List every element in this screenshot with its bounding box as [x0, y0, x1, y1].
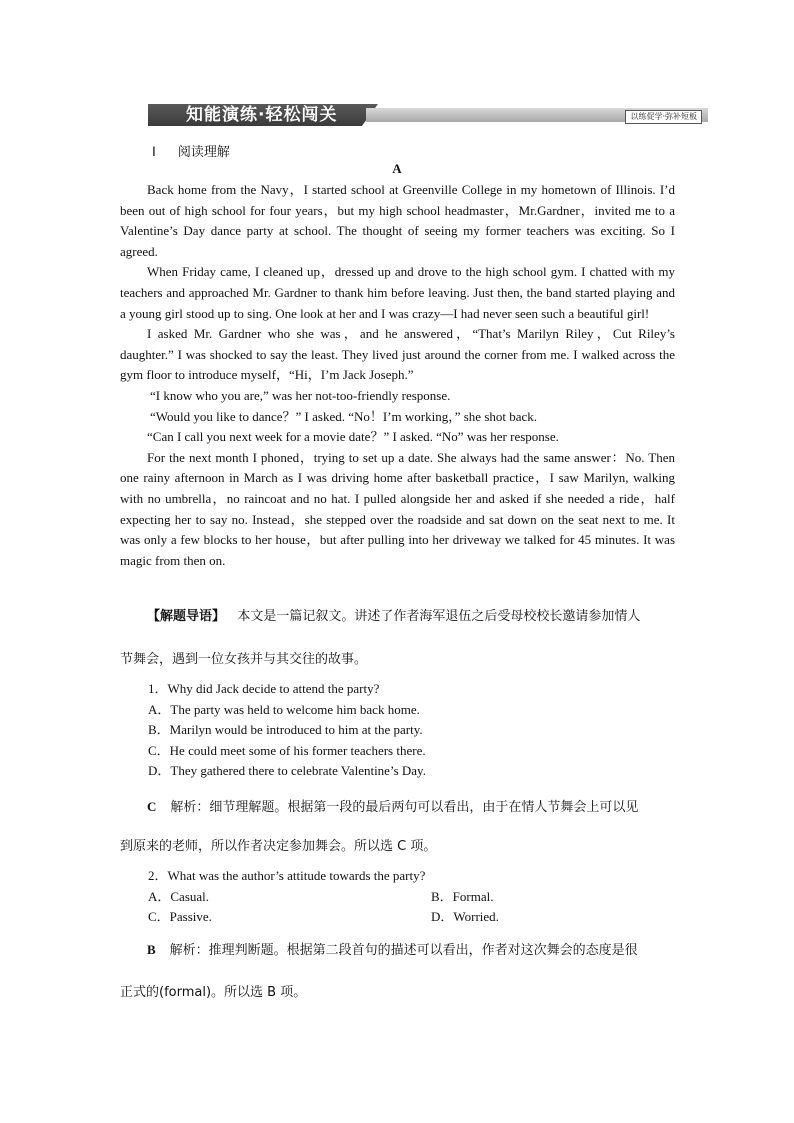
option-a: A．The party was held to welcome him back home.	[148, 701, 420, 717]
section-banner	[148, 104, 708, 126]
paragraph: “Would you like to dance？” I asked. “No！I’m working，” she shot back.	[150, 408, 538, 424]
banner-title: 知能演练·轻松闯关	[186, 105, 338, 125]
section-number: Ⅰ	[152, 144, 156, 159]
option-row	[148, 887, 678, 908]
guide-text-2: 节舞会，遇到一位女孩并与其交往的故事。	[120, 652, 368, 667]
question-1	[148, 679, 678, 782]
option-c: C．Passive.	[148, 909, 212, 925]
paragraph: “Can I call you next week for a movie date？” I asked. “No” was her response.	[147, 429, 559, 445]
option-row	[148, 907, 678, 928]
answer-line-1	[120, 797, 675, 817]
answer-explain-1: 解析：推理判断题。根据第二段首句的描述可以看出，作者对这次舞会的态度是很	[169, 943, 638, 958]
paragraph: I asked Mr. Gardner who she was，and he answered，“That’s Marilyn Riley，Cut Riley’s daughter.” I was shocked to say the least. They lived just around the corner from me. I walked across the gym floor to introduce myself，“Hi，I’m Jack Joseph.”	[120, 326, 675, 383]
option-b: B．Marilyn would be introduced to him at the party.	[148, 722, 423, 738]
answer-key: B	[147, 942, 156, 957]
section-heading	[152, 141, 230, 160]
answer-explain-2: 到原来的老师，所以作者决定参加舞会。所以选 C 项。	[120, 839, 437, 854]
answer-key: C	[147, 799, 157, 814]
paragraph: When Friday came, I cleaned up，dressed up and drove to the high school gym. I chatted with my teachers and approached Mr. Gardner to thank him before leaving. Just then, the band started playing and a young girl stood up to sing. One look at her and I was crazy—I had never seen such a beautiful girl!	[120, 264, 675, 321]
answer-explain-2: 正式的(formal)。所以选 B 项。	[120, 985, 307, 1000]
answer-2	[120, 940, 675, 1003]
paragraph: Back home from the Navy，I started school at Greenville College in my hometown of Illinois. I’d been out of high school for four years，but my high school headmaster，Mr.Gardner，invited me to a Valentine’s Day dance party at school. The thought of seeing my former teachers was exciting. So I agreed.	[120, 182, 675, 259]
answer-1	[120, 797, 675, 857]
guide-label: 【解题导语】	[147, 609, 226, 624]
answer-explain-1: 解析：细节理解题。根据第一段的最后两句可以看出，由于在情人节舞会上可以见	[170, 800, 639, 815]
paragraph: For the next month I phoned，trying to set up a date. She always had the same answer：No. Then one rainy afternoon in March as I was driving home after basketball practice，I saw Marilyn, walking with no umbrella，no raincoat and no hat. I pulled alongside her and asked if she needed a ride，half expecting her to say no. Instead，she stepped over the roadside and sat down on the seat next to me. It was only a few blocks to her house，but after pulling into her driveway we talked for 45 minutes. It was magic from then on.	[120, 449, 675, 568]
option-b: B．Formal.	[431, 888, 494, 904]
option-d: D．Worried.	[431, 909, 499, 925]
guide-line-1	[120, 607, 675, 627]
question-2	[148, 866, 678, 928]
question-stem: 1．Why did Jack decide to attend the party?	[148, 681, 380, 696]
answer-line-1	[120, 940, 675, 960]
option-d: D．They gathered there to celebrate Valentine’s Day.	[148, 763, 426, 779]
question-stem: 2．What was the author’s attitude towards the party?	[148, 868, 426, 883]
section-name: 阅读理解	[177, 145, 230, 160]
paragraph: “I know who you are,” was her not-too-friendly response.	[150, 387, 451, 403]
passage-body	[120, 180, 675, 571]
guide-text-1: 本文是一篇记叙文。讲述了作者海军退伍之后受母校校长邀请参加情人	[237, 609, 641, 624]
passage-letter: A	[392, 161, 402, 176]
banner-badge: 以练促学·弥补短板	[625, 110, 702, 124]
reading-guide	[120, 607, 675, 670]
option-c: C．He could meet some of his former teachers there.	[148, 742, 426, 758]
option-a: A．Casual.	[148, 888, 210, 904]
